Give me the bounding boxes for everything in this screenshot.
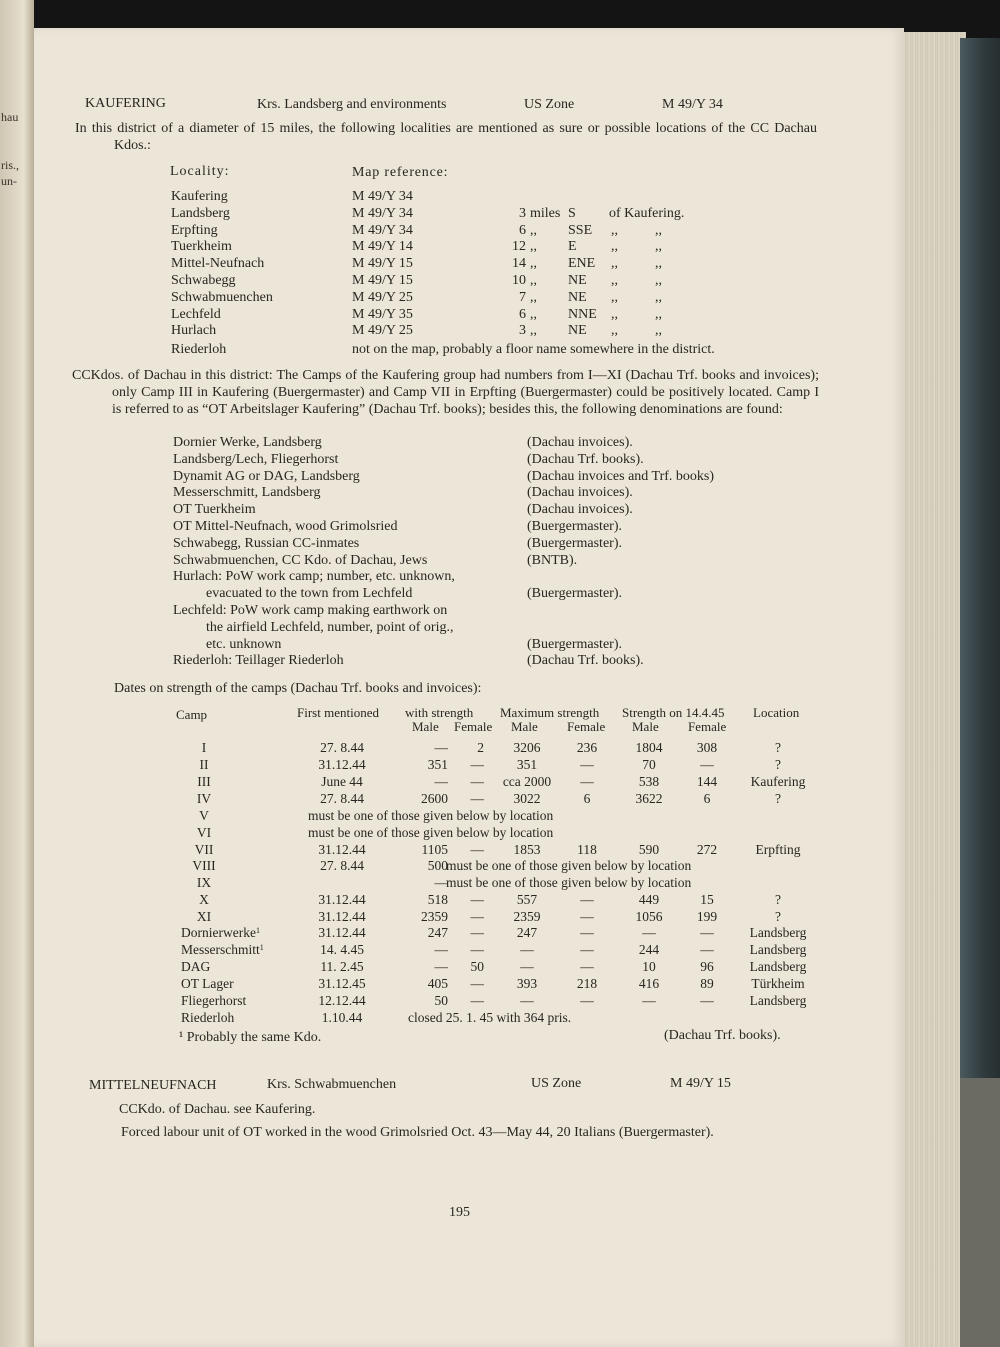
table-cell-first: 1.10.44: [321, 1010, 363, 1025]
locality-unit: ,,: [530, 306, 537, 322]
table-cell-sf: 96: [700, 959, 714, 974]
table-cell-mm: —: [520, 942, 534, 957]
table-cell-sm: 538: [638, 774, 660, 789]
table-cell-mf: —: [580, 774, 594, 789]
locality-name: Kaufering: [171, 189, 228, 204]
table-cell-first: 27. 8.44: [320, 740, 364, 755]
locality-direction: ENE: [568, 256, 596, 272]
denomination-source: (Dachau Trf. books).: [527, 451, 644, 467]
table-cell-sf: 199: [696, 909, 718, 924]
denomination-name: Lechfeld: PoW work camp making earthwork on: [173, 603, 448, 618]
left-page-fragment: ris.,: [1, 158, 19, 172]
locality-name: Hurlach: [171, 323, 217, 339]
camp-id: VI: [196, 825, 212, 840]
table-note: must be one of those given below by location: [446, 875, 692, 890]
camp-name: [181, 993, 246, 1009]
table-cell-wm: —: [434, 942, 448, 957]
locality-distance: 10: [512, 273, 526, 288]
table-cell-wf: —: [470, 976, 484, 991]
table-cell-loc: Türkheim: [751, 976, 805, 991]
camp-id: XI: [196, 909, 212, 924]
table-note: must be one of those given below by location: [308, 808, 554, 823]
table-cell-sf: —: [700, 925, 714, 940]
page-edges: [896, 32, 966, 1347]
table-cell-loc: ?: [775, 909, 781, 924]
locality-ditto: of Kaufering.: [609, 205, 685, 221]
locality-distance: 3: [519, 205, 526, 221]
table-cell-wm: 351: [427, 757, 448, 772]
table-cell-sm: 1804: [635, 740, 663, 755]
table-cell-first: 31.12.44: [318, 842, 366, 857]
locality-direction: NE: [568, 323, 587, 339]
locality-map-ref: M 49/Y 15: [352, 256, 413, 272]
entry-district: Krs. Schwabmuenchen: [267, 1077, 397, 1092]
table-cell-mm: 1853: [513, 842, 541, 857]
denomination-source: (Dachau invoices and Trf. books): [527, 468, 715, 484]
kdos-rest: of Dachau in this district: The Camps of the Kaufering group had numbers from I—XI (Dachau Trf. books and invoices); only Camp III in Kaufering (Buergermaster) and Camp VII in Erpfting (Buergermaster) could be positively located. Camp I is referred to as “OT Arbeitslager Kaufering” (Dachau Trf. books); besides this, the following denominations are found:: [112, 368, 819, 417]
camp-id: VIII: [192, 858, 216, 873]
table-cell-wf: —: [470, 892, 484, 907]
locality-distance: 7: [519, 289, 526, 305]
camp-name: [181, 942, 264, 958]
table-cell-loc: Landsberg: [749, 925, 807, 940]
table-cell-mf: —: [580, 942, 594, 957]
kdo-line: CCKdo. of Dachau. see Kaufering.: [119, 1102, 316, 1117]
denomination-source: (Buergermaster).: [527, 636, 622, 652]
camp-id: I: [201, 740, 207, 755]
kaufering-intro: In this district of a diameter of 15 miles, the following localities are mentioned as sure or possible locations of the CC Dachau Kdos.:: [75, 121, 817, 153]
table-cell-mf: —: [580, 925, 594, 940]
table-cell-wf: 50: [470, 959, 484, 974]
locality-direction: E: [568, 239, 577, 255]
locality-name: Riederloh: [171, 342, 227, 357]
locality-name: Mittel-Neufnach: [171, 256, 265, 272]
table-cell-first: 31.12.45: [318, 976, 366, 991]
table-cell-mf: —: [580, 757, 594, 772]
table-cell-wm: 500: [427, 858, 448, 873]
th-male: Male: [632, 719, 659, 734]
cover-corner: [960, 1078, 1000, 1347]
th-location: Location: [753, 705, 800, 720]
table-cell-mm: 557: [516, 892, 538, 907]
kdos-lead: CCKdos.: [72, 368, 124, 383]
entry-title-kaufering: KAUFERING: [85, 96, 166, 111]
denomination-source: (Buergermaster).: [527, 586, 622, 602]
table-cell-sf: 272: [696, 842, 718, 857]
book-page: [34, 28, 904, 1347]
table-cell-first: 31.12.44: [318, 892, 366, 907]
table-cell-sf: —: [700, 942, 714, 957]
locality-map-ref: M 49/Y 25: [352, 289, 413, 305]
locality-direction: NE: [568, 289, 587, 305]
camp-name: [181, 976, 234, 992]
table-cell-mm: —: [520, 959, 534, 974]
table-cell-sf: —: [700, 993, 714, 1008]
table-cell-sf: 89: [700, 976, 714, 991]
locality-direction: S: [568, 205, 576, 221]
locality-distance: 12: [512, 239, 526, 255]
table-cell-wf: —: [470, 925, 484, 940]
table-cell-loc: ?: [775, 791, 781, 806]
table-cell-loc: Landsberg: [749, 959, 807, 974]
table-cell-sm: 70: [642, 757, 656, 772]
locality-map-ref: M 49/Y 25: [352, 323, 413, 339]
table-cell-mm: —: [520, 993, 534, 1008]
table-cell-mf: 236: [576, 740, 598, 755]
locality-unit: miles: [530, 205, 561, 221]
locality-ditto: ,,: [655, 289, 662, 305]
denomination-name: OT Mittel-Neufnach, wood Grimolsried: [173, 519, 398, 534]
table-cell-sm: 10: [642, 959, 656, 974]
table-cell-wf: —: [470, 757, 484, 772]
locality-ditto: ,,: [655, 222, 662, 238]
left-page-fragment: un-: [1, 174, 17, 188]
table-cell-wm: 1105: [421, 842, 448, 857]
locality-ditto: ,,: [655, 306, 662, 322]
table-cell-wf: —: [470, 774, 484, 789]
locality-name: Schwabmuenchen: [171, 289, 273, 305]
denomination-name: Hurlach: PoW work camp; number, etc. unknown,: [173, 569, 455, 585]
camp-id: III: [197, 774, 211, 789]
entry-zone: US Zone: [524, 97, 575, 112]
th-first: First mentioned: [297, 705, 379, 720]
camp-id: X: [199, 892, 209, 907]
table-cell-sm: 590: [638, 842, 660, 857]
table-cell-wf: —: [470, 842, 484, 857]
denomination-name: Dynamit AG or DAG, Landsberg: [173, 468, 360, 484]
locality-direction: NNE: [568, 306, 597, 322]
entry-map-ref: M 49/Y 34: [662, 97, 723, 112]
th-female: Female: [567, 719, 606, 734]
locality-name: Schwabegg: [171, 273, 236, 288]
table-cell-sf: 144: [696, 774, 718, 789]
th-male: Male: [412, 719, 439, 734]
forced-labour-line: Forced labour unit of OT worked in the wood Grimolsried Oct. 43—May 44, 20 Italians (Buergermaster).: [121, 1125, 714, 1140]
table-note: must be one of those given below by location: [308, 825, 554, 840]
footnote-marker: 1: [259, 943, 264, 952]
table-cell-sm: —: [642, 925, 656, 940]
table-cell-sm: 416: [638, 976, 660, 991]
camp-name: [181, 925, 260, 941]
locality-unit: ,,: [530, 256, 537, 272]
locality-name: Tuerkheim: [171, 239, 232, 255]
camp-name-text: OT Lager: [181, 976, 234, 991]
table-cell-first: 31.12.44: [318, 925, 366, 940]
locality-map-ref: M 49/Y 34: [352, 205, 413, 221]
footnote-source: (Dachau Trf. books).: [664, 1028, 781, 1043]
table-cell-first: June 44: [321, 774, 363, 789]
table-cell-wf: —: [470, 909, 484, 924]
th-strength-date: Strength on 14.4.45: [622, 705, 725, 720]
table-cell-wm: —: [434, 875, 448, 890]
camp-id: IX: [196, 875, 212, 890]
table-cell-loc: ?: [775, 892, 781, 907]
locality-distance: 14: [512, 256, 526, 272]
camp-id: V: [199, 808, 209, 823]
table-cell-wm: 405: [427, 976, 448, 991]
locality-ditto: ,,: [611, 323, 618, 339]
table-cell-sf: 308: [696, 740, 718, 755]
table-cell-mm: 3206: [513, 740, 541, 755]
entry-map-ref: M 49/Y 15: [670, 1076, 731, 1091]
table-cell-mm: 2359: [513, 909, 541, 924]
denomination-name: OT Tuerkheim: [173, 502, 256, 518]
locality-map-ref: M 49/Y 15: [352, 273, 413, 288]
denomination-name: the airfield Lechfeld, number, point of orig.,: [206, 619, 454, 635]
locality-unit: ,,: [530, 273, 537, 288]
locality-name: Lechfeld: [171, 306, 221, 322]
table-cell-wf: —: [470, 993, 484, 1008]
table-cell-sf: 15: [700, 892, 714, 907]
locality-distance: 6: [519, 222, 526, 238]
locality-ditto: ,,: [655, 273, 662, 288]
locality-name: Erpfting: [171, 222, 218, 238]
denomination-name: evacuated to the town from Lechfeld: [206, 586, 413, 602]
table-cell-first: 31.12.44: [318, 909, 366, 924]
table-cell-loc: Landsberg: [749, 993, 807, 1008]
page-number: 195: [449, 1205, 470, 1220]
table-cell-wf: —: [470, 942, 484, 957]
table-cell-mf: —: [580, 909, 594, 924]
table-cell-mm: 3022: [513, 791, 541, 806]
table-cell-sf: —: [700, 757, 714, 772]
camp-id: IV: [196, 791, 212, 806]
table-cell-mm: 393: [516, 976, 538, 991]
table-cell-sf: 6: [703, 791, 711, 806]
table-cell-mm: cca 2000: [502, 774, 552, 789]
th-camp: Camp: [176, 707, 208, 722]
table-cell-loc: ?: [775, 740, 781, 755]
table-cell-wm: —: [434, 774, 448, 789]
locality-note: not on the map, probably a floor name somewhere in the district.: [352, 342, 715, 357]
camp-name-text: Fliegerhorst: [181, 993, 247, 1008]
denomination-name: Dornier Werke, Landsberg: [173, 435, 322, 450]
locality-map-ref: M 49/Y 35: [352, 306, 413, 322]
table-cell-wm: —: [434, 959, 448, 974]
table-cell-wm: 2600: [421, 791, 448, 806]
locality-direction: NE: [568, 273, 587, 288]
locality-ditto: ,,: [611, 222, 618, 238]
locality-header: Locality:: [170, 164, 230, 179]
locality-map-ref: M 49/Y 34: [352, 189, 413, 204]
entry-zone: US Zone: [531, 1076, 582, 1091]
table-cell-wm: 518: [427, 892, 448, 907]
table-cell-loc: Erpfting: [755, 842, 801, 857]
denomination-source: (Dachau invoices).: [527, 435, 633, 450]
denomination-source: (Dachau Trf. books).: [527, 653, 644, 669]
camp-name-text: Messerschmitt: [181, 942, 260, 957]
denomination-name: Schwabegg, Russian CC-inmates: [173, 535, 360, 551]
locality-distance: 6: [519, 306, 526, 322]
locality-unit: ,,: [530, 323, 537, 339]
camp-name: [181, 1010, 234, 1026]
th-female: Female: [454, 719, 493, 734]
locality-map-ref: M 49/Y 34: [352, 222, 413, 238]
table-cell-wm: 50: [434, 993, 448, 1008]
denomination-name: Messerschmitt, Landsberg: [173, 485, 321, 501]
left-page-edge: [0, 0, 34, 1347]
table-cell-sm: 3622: [635, 791, 663, 806]
table-cell-loc: Landsberg: [749, 942, 807, 957]
table-cell-first: 12.12.44: [318, 993, 366, 1008]
table-cell-mf: 218: [576, 976, 598, 991]
footnote: ¹ Probably the same Kdo.: [179, 1030, 322, 1045]
table-cell-wm: 247: [427, 925, 448, 940]
locality-unit: ,,: [530, 239, 537, 255]
th-male: Male: [511, 719, 538, 734]
table-cell-mm: 351: [516, 757, 538, 772]
denomination-source: (BNTB).: [527, 552, 578, 568]
denomination-name: Riederloh: Teillager Riederloh: [173, 653, 344, 669]
entry-district: Krs. Landsberg and environments: [257, 97, 447, 112]
table-cell-first: 27. 8.44: [320, 858, 364, 873]
locality-map-ref: M 49/Y 14: [352, 239, 413, 255]
locality-ditto: ,,: [611, 306, 618, 322]
locality-direction: SSE: [568, 222, 593, 238]
book-cover: [960, 38, 1000, 1347]
locality-ditto: ,,: [611, 273, 618, 288]
table-cell-mf: 6: [583, 791, 591, 806]
camp-name-text: DAG: [181, 959, 211, 974]
denomination-source: (Buergermaster).: [527, 535, 622, 551]
table-note: must be one of those given below by location: [446, 858, 692, 873]
camp-name-text: Riederloh: [181, 1010, 235, 1025]
camp-id: VII: [194, 842, 214, 857]
camp-name-text: Dornierwerke: [181, 925, 256, 940]
table-cell-sm: 449: [638, 892, 660, 907]
table-cell-mf: —: [580, 892, 594, 907]
table-cell-first: 11. 2.45: [320, 959, 364, 974]
camp-id: II: [199, 757, 209, 772]
table-cell-mf: —: [580, 993, 594, 1008]
locality-ditto: ,,: [655, 323, 662, 339]
table-cell-mf: 118: [577, 842, 597, 857]
table-cell-wf: 2: [477, 740, 484, 755]
denomination-source: (Dachau invoices).: [527, 502, 633, 518]
locality-ditto: ,,: [611, 239, 618, 255]
table-cell-loc: Kaufering: [750, 774, 806, 789]
th-female: Female: [688, 719, 727, 734]
table-cell-loc: ?: [775, 757, 781, 772]
denomination-source: (Buergermaster).: [527, 519, 622, 534]
locality-ditto: ,,: [611, 289, 618, 305]
table-note: closed 25. 1. 45 with 364 pris.: [408, 1010, 572, 1025]
denomination-name: Landsberg/Lech, Fliegerhorst: [173, 451, 339, 467]
locality-ditto: ,,: [655, 256, 662, 272]
table-cell-wm: —: [434, 740, 448, 755]
table-cell-first: 31.12.44: [318, 757, 366, 772]
dates-intro: Dates on strength of the camps (Dachau Trf. books and invoices):: [114, 681, 482, 696]
kdos-paragraph: [72, 368, 819, 418]
locality-unit: ,,: [530, 222, 537, 238]
locality-ditto: ,,: [655, 239, 662, 255]
locality-ditto: ,,: [611, 256, 618, 272]
denomination-name: etc. unknown: [206, 636, 282, 652]
table-cell-sm: 244: [638, 942, 660, 957]
table-cell-wf: —: [470, 791, 484, 806]
denomination-name: Schwabmuenchen, CC Kdo. of Dachau, Jews: [173, 552, 428, 568]
th-with: with strength: [405, 705, 474, 720]
table-cell-first: 27. 8.44: [320, 791, 364, 806]
table-cell-mm: 247: [516, 925, 538, 940]
table-cell-first: 14. 4.45: [320, 942, 364, 957]
table-cell-mf: —: [580, 959, 594, 974]
left-page-fragment: hau: [1, 110, 19, 124]
table-cell-sm: —: [642, 993, 656, 1008]
th-max: Maximum strength: [500, 705, 600, 720]
entry-title-mittelneufnach: MITTELNEUFNACH: [89, 1078, 217, 1093]
footnote-marker: 1: [255, 926, 260, 935]
denomination-source: (Dachau invoices).: [527, 485, 633, 501]
mapref-header: Map reference:: [352, 165, 449, 180]
table-cell-sm: 1056: [635, 909, 663, 924]
locality-name: Landsberg: [171, 205, 230, 221]
locality-unit: ,,: [530, 289, 537, 305]
locality-distance: 3: [519, 323, 526, 339]
table-cell-wm: 2359: [421, 909, 448, 924]
camp-name: [181, 959, 210, 975]
